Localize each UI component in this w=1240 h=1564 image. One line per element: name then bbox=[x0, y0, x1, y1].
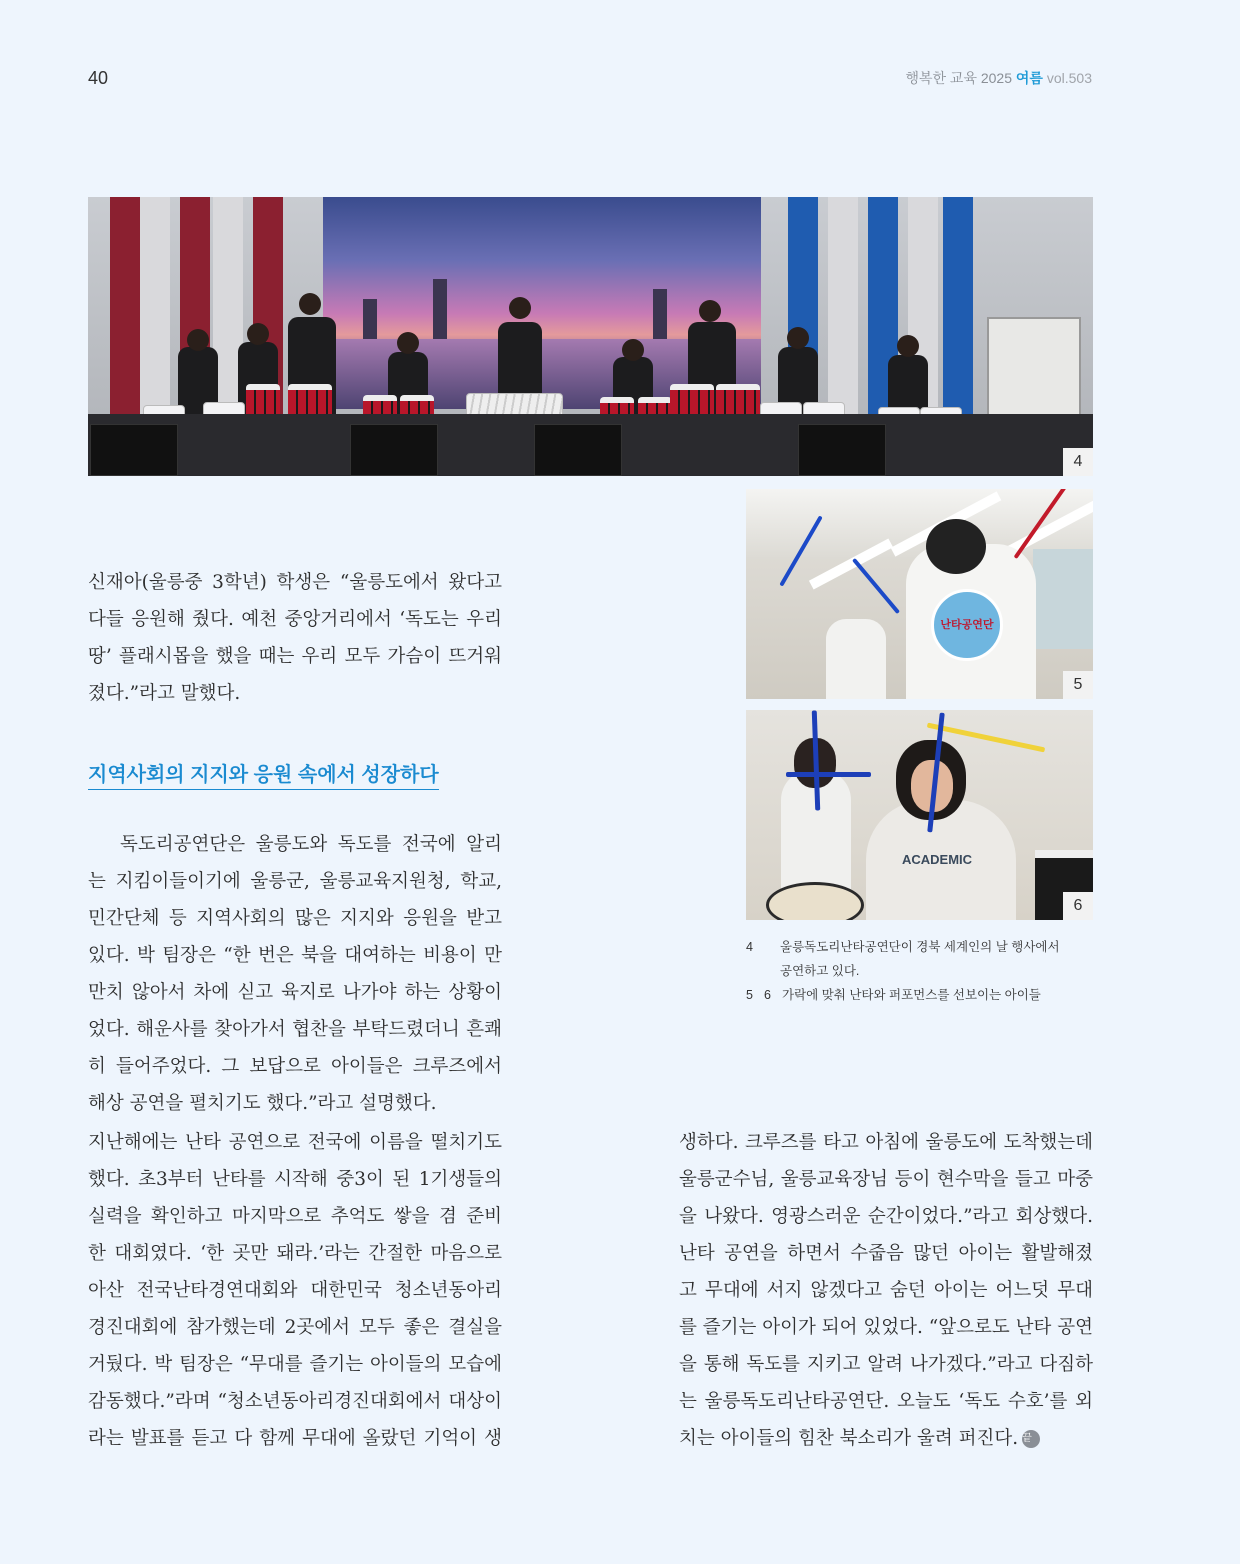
text-line: 만치 않아서 차에 싣고 육지로 나가야 하는 상황이 bbox=[88, 982, 502, 1003]
text-line: 실력을 확인하고 마지막으로 추억도 쌓을 겸 준비 bbox=[88, 1206, 502, 1227]
text-line: 지난해에는 난타 공연으로 전국에 이름을 떨치기도 bbox=[88, 1132, 502, 1153]
caption-text-cont: 공연하고 있다. bbox=[780, 964, 860, 978]
text-line: 감동했다.”라며 “청소년동아리경진대회에서 대상이 bbox=[88, 1391, 502, 1412]
text-line: 난타 공연을 하면서 수줍음 많던 아이는 활발해졌 bbox=[679, 1243, 1093, 1264]
paragraph-interview bbox=[88, 564, 502, 712]
text-line: 치는 아이들의 힘찬 북소리가 울려 퍼진다. bbox=[679, 1428, 1019, 1449]
volume-label: vol.503 bbox=[1046, 70, 1092, 86]
text-line: 졌다.”라고 말했다. bbox=[88, 683, 241, 704]
paragraph-competition bbox=[88, 1124, 502, 1457]
text-line: 경진대회에 참가했는데 2곳에서 모두 좋은 결실을 bbox=[88, 1317, 502, 1338]
caption-row-4 bbox=[746, 935, 1093, 959]
photo-stage-performance bbox=[88, 197, 1093, 476]
text-line-final bbox=[679, 1420, 1093, 1457]
photo-captions bbox=[746, 935, 1093, 1007]
text-line: 독도리공연단은 울릉도와 독도를 전국에 알리 bbox=[120, 834, 502, 855]
photo-number-6: 6 bbox=[1063, 892, 1093, 920]
caption-text: 울릉독도리난타공연단이 경북 세계인의 날 행사에서 bbox=[780, 940, 1060, 954]
team-badge: 난타공연단 bbox=[931, 589, 1003, 661]
text-line: 울릉군수님, 울릉교육장님 등이 현수막을 들고 마중 bbox=[679, 1169, 1093, 1190]
text-line: 했다. 초3부터 난타를 시작해 중3이 된 1기생들의 bbox=[88, 1169, 502, 1190]
end-mark-icon: 끝 bbox=[1022, 1430, 1040, 1448]
caption-row-4-cont bbox=[746, 959, 1093, 983]
text-line: 는 울릉독도리난타공연단. 오늘도 ‘독도 수호’를 외 bbox=[679, 1391, 1093, 1412]
text-line: 라는 발표를 듣고 다 함께 무대에 올랐던 기억이 생 bbox=[88, 1428, 502, 1449]
text-line: 생하다. 크루즈를 타고 아침에 울릉도에 도착했는데 bbox=[679, 1132, 1093, 1153]
text-line: 아산 전국난타경연대회와 대한민국 청소년동아리 bbox=[88, 1280, 502, 1301]
season-label: 여름 bbox=[1015, 70, 1043, 86]
text-line: 을 통해 독도를 지키고 알려 나가겠다.”라고 다짐하 bbox=[679, 1354, 1093, 1375]
text-line: 히 들어주었다. 그 보답으로 아이들은 크루즈에서 bbox=[88, 1056, 502, 1077]
caption-row-5-6 bbox=[746, 983, 1093, 1007]
caption-number: 5 bbox=[746, 988, 753, 1002]
text-line: 해상 공연을 펼치기도 했다.”라고 설명했다. bbox=[88, 1093, 437, 1114]
text-line: 거뒀다. 박 팀장은 “무대를 즐기는 아이들의 모습에 bbox=[88, 1354, 502, 1375]
caption-number: 4 bbox=[746, 940, 753, 954]
caption-number: 6 bbox=[764, 988, 771, 1002]
photo-number-4: 4 bbox=[1063, 448, 1093, 476]
text-line: 신재아(울릉중 3학년) 학생은 “울릉도에서 왔다고 bbox=[88, 572, 502, 593]
caption-text: 가락에 맞춰 난타와 퍼포먼스를 선보이는 아이들 bbox=[782, 988, 1041, 1002]
paragraph-community-support bbox=[88, 826, 502, 1122]
text-line: 민간단체 등 지역사회의 많은 지지와 응원을 받고 bbox=[88, 908, 502, 929]
text-line: 고 무대에 서지 않겠다고 숨던 아이는 어느덧 무대 bbox=[679, 1280, 1093, 1301]
magazine-title: 행복한 교육 2025 bbox=[905, 70, 1012, 86]
text-line: 한 대회였다. ‘한 곳만 돼라.’라는 간절한 마음으로 bbox=[88, 1243, 502, 1264]
text-line: 를 즐기는 아이가 되어 있었다. “앞으로도 난타 공연 bbox=[679, 1317, 1093, 1338]
photo-number-5: 5 bbox=[1063, 671, 1093, 699]
text-line: 땅’ 플래시몹을 했을 때는 우리 모두 가슴이 뜨거워 bbox=[88, 646, 502, 667]
text-line: 을 나왔다. 영광스러운 순간이었다.”라고 회상했다. bbox=[679, 1206, 1093, 1227]
photo-practice-room-girls bbox=[746, 710, 1093, 920]
running-head bbox=[905, 68, 1092, 88]
text-line: 다들 응원해 줬다. 예천 중앙거리에서 ‘독도는 우리 bbox=[88, 609, 502, 630]
paragraph-conclusion bbox=[679, 1124, 1093, 1457]
text-line: 었다. 해운사를 찾아가서 협찬을 부탁드렸더니 흔쾌 bbox=[88, 1019, 502, 1040]
photo-practice-room-boys bbox=[746, 489, 1093, 699]
text-line: 있다. 박 팀장은 “한 번은 북을 대여하는 비용이 만 bbox=[88, 945, 502, 966]
text-line: 는 지킴이들이기에 울릉군, 울릉교육지원청, 학교, bbox=[88, 871, 502, 892]
page-number: 40 bbox=[88, 68, 109, 88]
section-heading: 지역사회의 지지와 응원 속에서 성장하다 bbox=[88, 758, 439, 790]
sweatshirt-text: ACADEMIC bbox=[902, 852, 973, 867]
